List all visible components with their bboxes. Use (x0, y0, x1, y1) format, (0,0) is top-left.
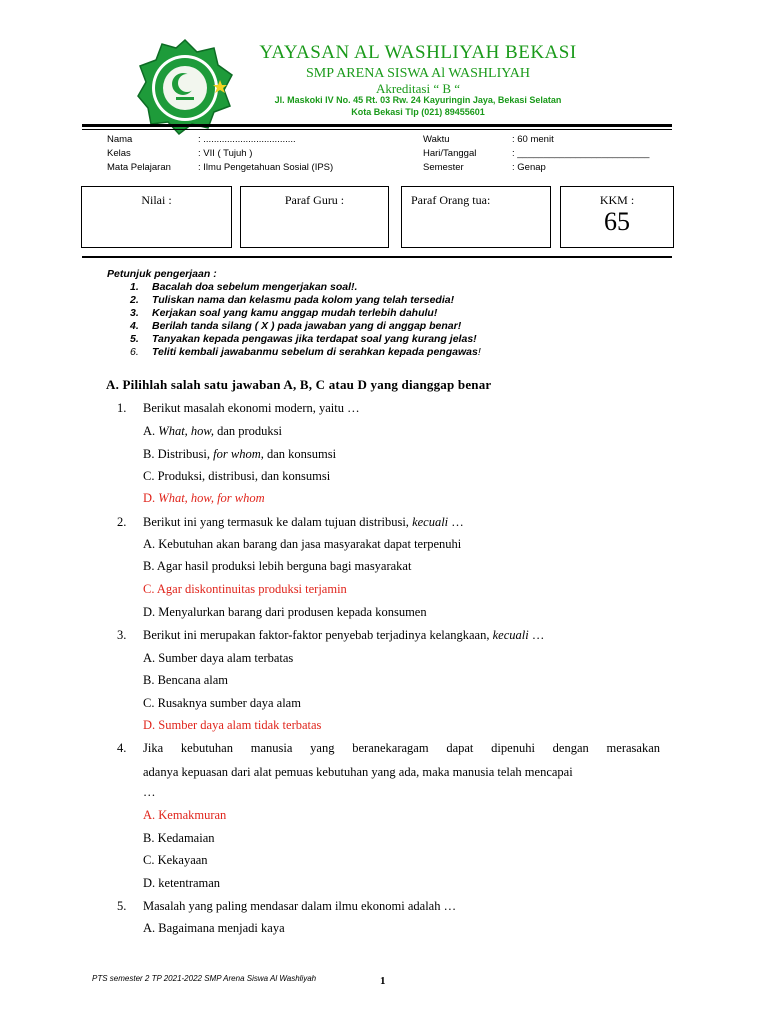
section-title: A. Pilihlah salah satu jawaban A, B, C atau D yang dianggap benar (106, 377, 492, 392)
option-b[interactable]: B. Kedamaian (143, 831, 215, 845)
page-number: 1 (380, 975, 386, 987)
kkm-value: 65 (604, 207, 630, 236)
kkm-box (560, 186, 674, 248)
option-italic: What, how, (158, 424, 214, 438)
mapel-label: Mata Pelajaran (107, 162, 171, 173)
header-divider (82, 124, 672, 127)
option-rest: dan konsumsi (263, 447, 337, 461)
instruction-item: Kerjakan soal yang kamu anggap mudah terlebih dahulu! (152, 307, 438, 319)
option-c-answer[interactable]: C. Agar diskontinuitas produksi terjamin (143, 582, 347, 596)
question-text-line-1: Jika kebutuhan manusia yang beranekaragam dapat dipenuhi dengan merasakan (143, 741, 660, 755)
nama-label: Nama (107, 134, 133, 145)
paraf-ortu-label: Paraf Orang tua: (411, 193, 491, 207)
paraf-ortu-box[interactable] (401, 186, 551, 248)
question-tail: … (528, 628, 545, 642)
kkm-label: KKM : (599, 193, 635, 207)
option-c[interactable]: C. Rusaknya sumber daya alam (143, 696, 301, 710)
instruction-number: 2. (130, 294, 139, 306)
option-a[interactable]: A. Sumber daya alam terbatas (143, 651, 294, 665)
header-divider-thin (82, 129, 672, 130)
kelas-value: : VII ( Tujuh ) (198, 148, 253, 159)
hari-label: Hari/Tanggal (423, 148, 477, 159)
option-b[interactable] (143, 447, 336, 462)
option-a[interactable] (143, 424, 282, 439)
question-body: Berikut ini yang termasuk ke dalam tujuan distribusi, (143, 515, 413, 529)
nama-field[interactable]: : ................................... (198, 134, 296, 145)
option-d-answer[interactable]: D. Sumber daya alam tidak terbatas (143, 718, 322, 732)
semester-label: Semester (423, 162, 464, 173)
question-number: 5. (117, 899, 127, 913)
question-text: Berikut masalah ekonomi modern, yaitu … (143, 401, 360, 415)
paraf-guru-label: Paraf Guru : (284, 193, 345, 207)
question-text-line-2: adanya kepuasan dari alat pemuas kebutuhan yang ada, maka manusia telah mencapai (143, 765, 573, 779)
question-text (143, 628, 544, 643)
instruction-tail: ! (477, 346, 481, 358)
question-text (143, 515, 464, 530)
nilai-label: Nilai : (141, 193, 172, 207)
question-italic: kecuali (412, 515, 449, 529)
option-italic: What, how, for whom (158, 491, 265, 505)
instruction-item (152, 346, 481, 358)
instruction-item: Tanyakan kepada pengawas jika terdapat soal yang kurang jelas! (152, 333, 477, 345)
waktu-label: Waktu (423, 134, 450, 145)
question-number: 2. (117, 515, 127, 529)
foundation-name: YAYASAN AL WASHLIYAH BEKASI (259, 42, 577, 63)
school-logo (136, 38, 234, 136)
instruction-text: Teliti kembali jawabanmu sebelum di serahkan kepada pengawas (152, 346, 478, 358)
question-italic: kecuali (492, 628, 529, 642)
option-b[interactable]: B. Agar hasil produksi lebih berguna bagi masyarakat (143, 559, 412, 573)
option-prefix: A. (143, 424, 159, 438)
option-a[interactable]: A. Bagaimana menjadi kaya (143, 921, 285, 935)
footer-text: PTS semester 2 TP 2021-2022 SMP Arena Siswa Al Washliyah (92, 974, 317, 983)
instruction-number: 1. (130, 281, 139, 293)
instruction-item: Berilah tanda silang ( X ) pada jawaban yang di anggap benar! (152, 320, 462, 332)
hari-field[interactable]: : _________________________ (512, 148, 650, 159)
question-tail: … (448, 515, 464, 529)
option-rest: dan produksi (213, 424, 283, 438)
option-d[interactable]: D. Menyalurkan barang dari produsen kepada konsumen (143, 605, 427, 619)
instruction-item: Bacalah doa sebelum mengerjakan soal!. (152, 281, 358, 293)
school-address: Jl. Maskoki IV No. 45 Rt. 03 Rw. 24 Kayuringin Jaya, Bekasi Selatan (274, 95, 562, 105)
option-a-answer[interactable]: A. Kemakmuran (143, 808, 227, 822)
option-c[interactable]: C. Kekayaan (143, 853, 208, 867)
accreditation: Akreditasi “ B “ (375, 81, 461, 96)
question-body: Berikut ini merupakan faktor-faktor penyebab terjadinya kelangkaan, (143, 628, 493, 642)
question-number: 1. (117, 401, 127, 415)
instructions-title: Petunjuk pengerjaan : (107, 268, 217, 280)
school-city-phone: Kota Bekasi Tlp (021) 89455601 (351, 107, 485, 117)
option-italic: for whom, (213, 447, 264, 461)
option-prefix: D. (143, 491, 159, 505)
semester-value: : Genap (512, 162, 546, 173)
instruction-item: Tuliskan nama dan kelasmu pada kolom yang telah tersedia! (152, 294, 455, 306)
instruction-number: 3. (130, 307, 139, 319)
instruction-number: 4. (130, 320, 139, 332)
option-a[interactable]: A. Kebutuhan akan barang dan jasa masyarakat dapat terpenuhi (143, 537, 462, 551)
instruction-number: 6. (130, 346, 139, 358)
question-text-line-3: … (143, 785, 156, 799)
instruction-number: 5. (130, 333, 139, 345)
nilai-box[interactable] (81, 186, 232, 248)
question-text: Masalah yang paling mendasar dalam ilmu ekonomi adalah … (143, 899, 457, 913)
question-number: 3. (117, 628, 127, 642)
section-divider (82, 256, 672, 258)
question-number: 4. (117, 741, 127, 755)
option-prefix: B. Distribusi, (143, 447, 214, 461)
option-c[interactable]: C. Produksi, distribusi, dan konsumsi (143, 469, 331, 483)
kelas-label: Kelas (107, 148, 131, 159)
school-name: SMP ARENA SISWA Al WASHLIYAH (305, 66, 531, 81)
mapel-value: : Ilmu Pengetahuan Sosial (IPS) (198, 162, 334, 173)
paraf-guru-box[interactable] (240, 186, 389, 248)
waktu-value: : 60 menit (512, 134, 554, 145)
option-d-answer[interactable] (143, 491, 265, 506)
option-d[interactable]: D. ketentraman (143, 876, 221, 890)
option-b[interactable]: B. Bencana alam (143, 673, 229, 687)
